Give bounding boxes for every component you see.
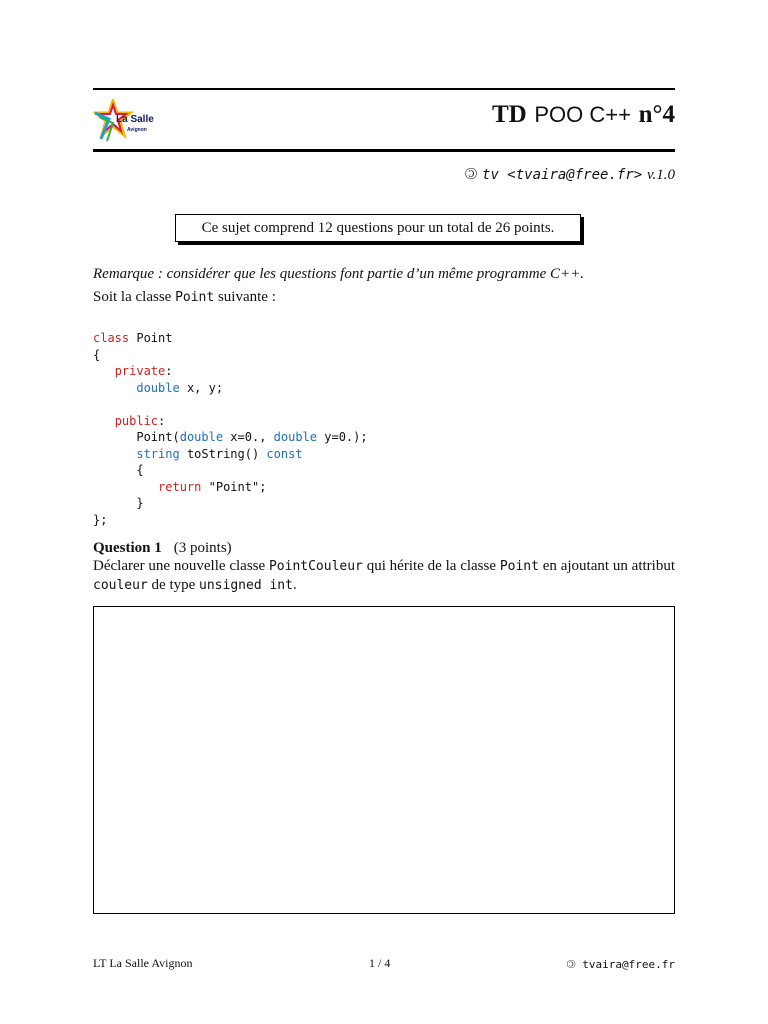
code-line — [93, 512, 368, 529]
code-keyword: double — [136, 380, 180, 395]
code-keyword: const — [266, 446, 303, 461]
code-text: : — [165, 364, 173, 378]
title-poo: POO C++ — [534, 102, 631, 127]
code-text: toString() — [179, 446, 267, 461]
code-text: Point — [129, 331, 173, 345]
footer-right: 🄯 tvaira@free.fr — [566, 958, 675, 971]
code-line — [93, 380, 368, 397]
code-text: { — [136, 463, 144, 477]
footer-left: LT La Salle Avignon — [93, 956, 193, 970]
code-block — [93, 330, 368, 528]
question-text-part: de type — [147, 577, 200, 593]
answer-box[interactable] — [93, 606, 675, 914]
footer-page-number: 1 / 4 — [369, 956, 391, 970]
code-text: x=0., — [223, 430, 274, 444]
code-text: : — [158, 413, 166, 428]
code-text: { — [93, 347, 101, 362]
code-keyword: double — [179, 430, 224, 444]
copyleft-icon: 🄯 — [464, 165, 478, 183]
code-line — [93, 446, 368, 463]
question-text-part: qui hérite de la classe — [362, 558, 500, 574]
question-text-part: . — [292, 577, 297, 593]
logo-name: La Salle — [116, 114, 154, 125]
question-text-part: en ajoutant un attribut — [538, 558, 675, 574]
question-code-part: Point — [499, 559, 539, 574]
code-keyword: return — [158, 479, 202, 494]
code-line — [93, 413, 368, 430]
intro-sentence — [93, 289, 276, 306]
code-line — [93, 363, 368, 380]
intro-class-name: Point — [175, 290, 215, 305]
author-email: tv <tvaira@free.fr> — [482, 167, 643, 183]
remark: Remarque : considérer que les questions font partie d’un même programme C++. — [93, 266, 585, 282]
intro-before: Soit la classe — [93, 289, 176, 305]
code-text: } — [136, 496, 144, 510]
code-line — [93, 347, 368, 364]
header-bottom-rule — [93, 149, 675, 152]
question-points: (3 points) — [173, 540, 232, 556]
question-text — [93, 557, 675, 595]
question-code-part: couleur — [93, 578, 148, 593]
code-text: Point( — [136, 430, 180, 444]
author-line — [465, 163, 675, 184]
question-code-part: unsigned int — [199, 578, 293, 593]
version: v.1.0 — [646, 167, 675, 183]
title-td: TD — [491, 101, 527, 128]
code-line — [93, 462, 368, 479]
logo-sub: Avignon — [127, 127, 147, 133]
code-line — [93, 479, 368, 496]
code-line — [93, 330, 368, 347]
code-keyword: private — [114, 364, 166, 378]
code-text: "Point"; — [201, 479, 267, 494]
code-keyword: double — [273, 430, 318, 444]
code-text: x, y; — [179, 380, 224, 395]
code-line-blank — [93, 396, 368, 413]
intro-after: suivante : — [214, 289, 276, 305]
code-text: y=0.); — [317, 430, 368, 444]
notice-box: Ce sujet comprend 12 questions pour un total de 26 points. — [175, 214, 581, 242]
question-text-part: Déclarer une nouvelle classe — [93, 558, 269, 574]
code-text: }; — [93, 512, 108, 527]
code-line — [93, 495, 368, 512]
header-top-rule — [93, 88, 675, 90]
question-code-part: PointCouleur — [268, 559, 363, 574]
question-label: Question 1 — [93, 540, 162, 556]
code-line — [93, 429, 368, 446]
code-keyword: public — [114, 413, 159, 428]
title-number: n°4 — [638, 101, 675, 128]
page-title — [492, 99, 675, 130]
code-keyword: string — [136, 446, 180, 461]
code-keyword: class — [93, 331, 130, 345]
question-heading — [93, 540, 232, 557]
